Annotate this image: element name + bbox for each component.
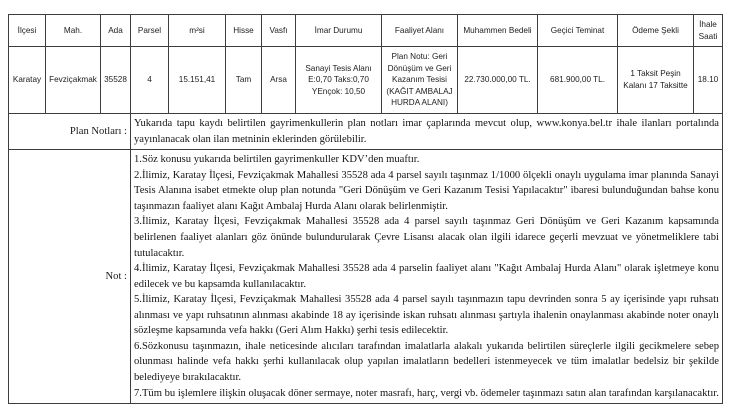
cell-odeme-sekli	[618, 47, 694, 114]
odeme-sekli-line1: 1 Taksit Peşin	[630, 69, 681, 79]
cell-imar-durumu	[296, 47, 382, 114]
not-item-1: 1.Söz konusu yukarıda belirtilen gayrimenkuller KDV’den muaftır.	[134, 154, 420, 166]
odeme-sekli-line2: Kalanı 17 Taksitte	[623, 81, 688, 90]
cell-m2si: 15.151,41	[169, 47, 226, 114]
plan-notlari-label: Plan Notları :	[9, 114, 131, 150]
faaliyet-alani-line4: (KAĞIT AMBALAJ	[386, 86, 453, 96]
header-ada: Ada	[101, 15, 131, 47]
cell-faaliyet-alani	[382, 47, 458, 114]
not-item-4: 4.İlimiz, Karatay İlçesi, Fevziçakmak Mahallesi 35528 ada 4 parselin faaliyet alanı "Kağıt Ambalaj Hurda Alanı" olarak işletmeye konu edilecek ve bu kapsamda kullanılacaktır.	[134, 263, 719, 290]
header-gecici-teminat: Geçici Teminat	[538, 15, 618, 47]
not-item-3: 3.İlimiz, Karatay İlçesi, Fevziçakmak Mahallesi 35528 ada 4 parsel sayılı taşınmaz Geri Dönüşüm ve Geri Kazanım kapsamında belirlenen faaliyet alanları göz önünde bulundurularak Çevre Lisansı alacak olan ilgili idarece geçerli mevzuat ve yönetmeliklere tabi tutulacaktır.	[134, 216, 719, 259]
header-ihale-saati-line1: İhale	[699, 19, 717, 29]
not-label: Not :	[9, 150, 131, 404]
plan-notlari-row	[9, 114, 723, 150]
cell-ilcesi: Karatay	[9, 47, 46, 114]
table-row	[9, 47, 723, 114]
header-faaliyet-alani: Faaliyet Alanı	[382, 15, 458, 47]
not-row	[9, 150, 723, 404]
header-ilcesi: İlçesi	[9, 15, 46, 47]
header-imar-durumu: İmar Durumu	[296, 15, 382, 47]
cell-ihale-saati: 18.10	[694, 47, 723, 114]
not-item-6: 6.Sözkonusu taşınmazın, ihale neticesinde alıcıları tarafından imalatlarla alakalı yukarıda belirtilen süreçlerle ilgili gecikmelere sebep olunması halinde vefa hakkı şerhi kullanılacak olup yapılan imalatların bedelleri istenmeyecek ve tüm imalatlar bedelsiz bir şekilde belediyeye bırakılacaktır.	[134, 340, 719, 383]
cell-parsel: 4	[131, 47, 169, 114]
cell-hisse: Tam	[226, 47, 262, 114]
not-text-container	[131, 150, 723, 404]
cell-vasfi: Arsa	[262, 47, 296, 114]
imar-durumu-line3: YEnçok: 10,50	[311, 86, 366, 96]
not-item-7: 7.Tüm bu işlemlere ilişkin oluşacak döner sermaye, noter masrafı, harç, vergi vb. ödemeler taşınmazı satın alan tarafından karşılanacaktır.	[134, 387, 719, 399]
imar-durumu-line1: Sanayi Tesis Alanı	[305, 63, 372, 73]
header-ihale-saati	[694, 15, 723, 47]
header-muhammen-bedeli: Muhammen Bedeli	[458, 15, 538, 47]
cell-ada: 35528	[101, 47, 131, 114]
header-parsel: Parsel	[131, 15, 169, 47]
header-hisse: Hisse	[226, 15, 262, 47]
imar-durumu-line2: E:0,70 Taks:0,70	[308, 75, 369, 85]
faaliyet-alani-line2: Dönüşüm ve Geri	[387, 63, 452, 73]
tender-table	[8, 14, 723, 404]
not-item-2: 2.İlimiz, Karatay İlçesi, Fevziçakmak Mahallesi 35528 ada 4 parsel sayılı taşınmaz 1/1000 ölçekli onaylı uygulama imar planında Sanayi Tesis Alanına isabet etmekte olup plan notunda "Geri Dönüşüm ve Geri Kazanım Tesisi Yapılacaktır" ibaresi bulunduğundan bahse konu taşınmazın faaliyet alanı Kağıt Ambalaj Hurda Alanı olarak belirlenmiştir.	[134, 169, 719, 212]
plan-notlari-text: Yukarıda tapu kaydı belirtilen gayrimenkullerin plan notları imar çaplarında mevcut olup, www.konya.bel.tr ihale ilanları portalında yayınlanacak olan ilan metninin eklerinden görülebilir.	[131, 114, 723, 150]
faaliyet-alani-line1: Plan Notu: Geri	[391, 51, 448, 61]
header-ihale-saati-line2: Saati	[698, 31, 718, 41]
header-m2si: m²si	[169, 15, 226, 47]
header-mah: Mah.	[46, 15, 101, 47]
faaliyet-alani-line3: Kazanım Tesisi	[392, 75, 447, 85]
header-odeme-sekli: Ödeme Şekli	[618, 15, 694, 47]
faaliyet-alani-line5: HURDA ALANI)	[391, 98, 448, 108]
cell-mah: Fevziçakmak	[46, 47, 101, 114]
header-vasfi: Vasfı	[262, 15, 296, 47]
cell-gecici-teminat: 681.900,00 TL.	[538, 47, 618, 114]
cell-muhammen-bedeli: 22.730.000,00 TL.	[458, 47, 538, 114]
not-item-5: 5.İlimiz, Karatay İlçesi, Fevziçakmak Mahallesi 35528 ada 4 parsel sayılı taşınmazın tapu devrinden sonra 5 ay içerisinde yapı ruhsatı alınması ve yapı ruhsatının alınması akabinde 18 ay içerisinde iskan ruhsatı alınması şartıyla ihalenin onaylanması akabinde noter onaylı sözleşme kapsamında vefa hakkı (Geri Alım Hakkı) şerhi tesis edilecektir.	[134, 294, 719, 337]
table-header-row	[9, 15, 723, 47]
